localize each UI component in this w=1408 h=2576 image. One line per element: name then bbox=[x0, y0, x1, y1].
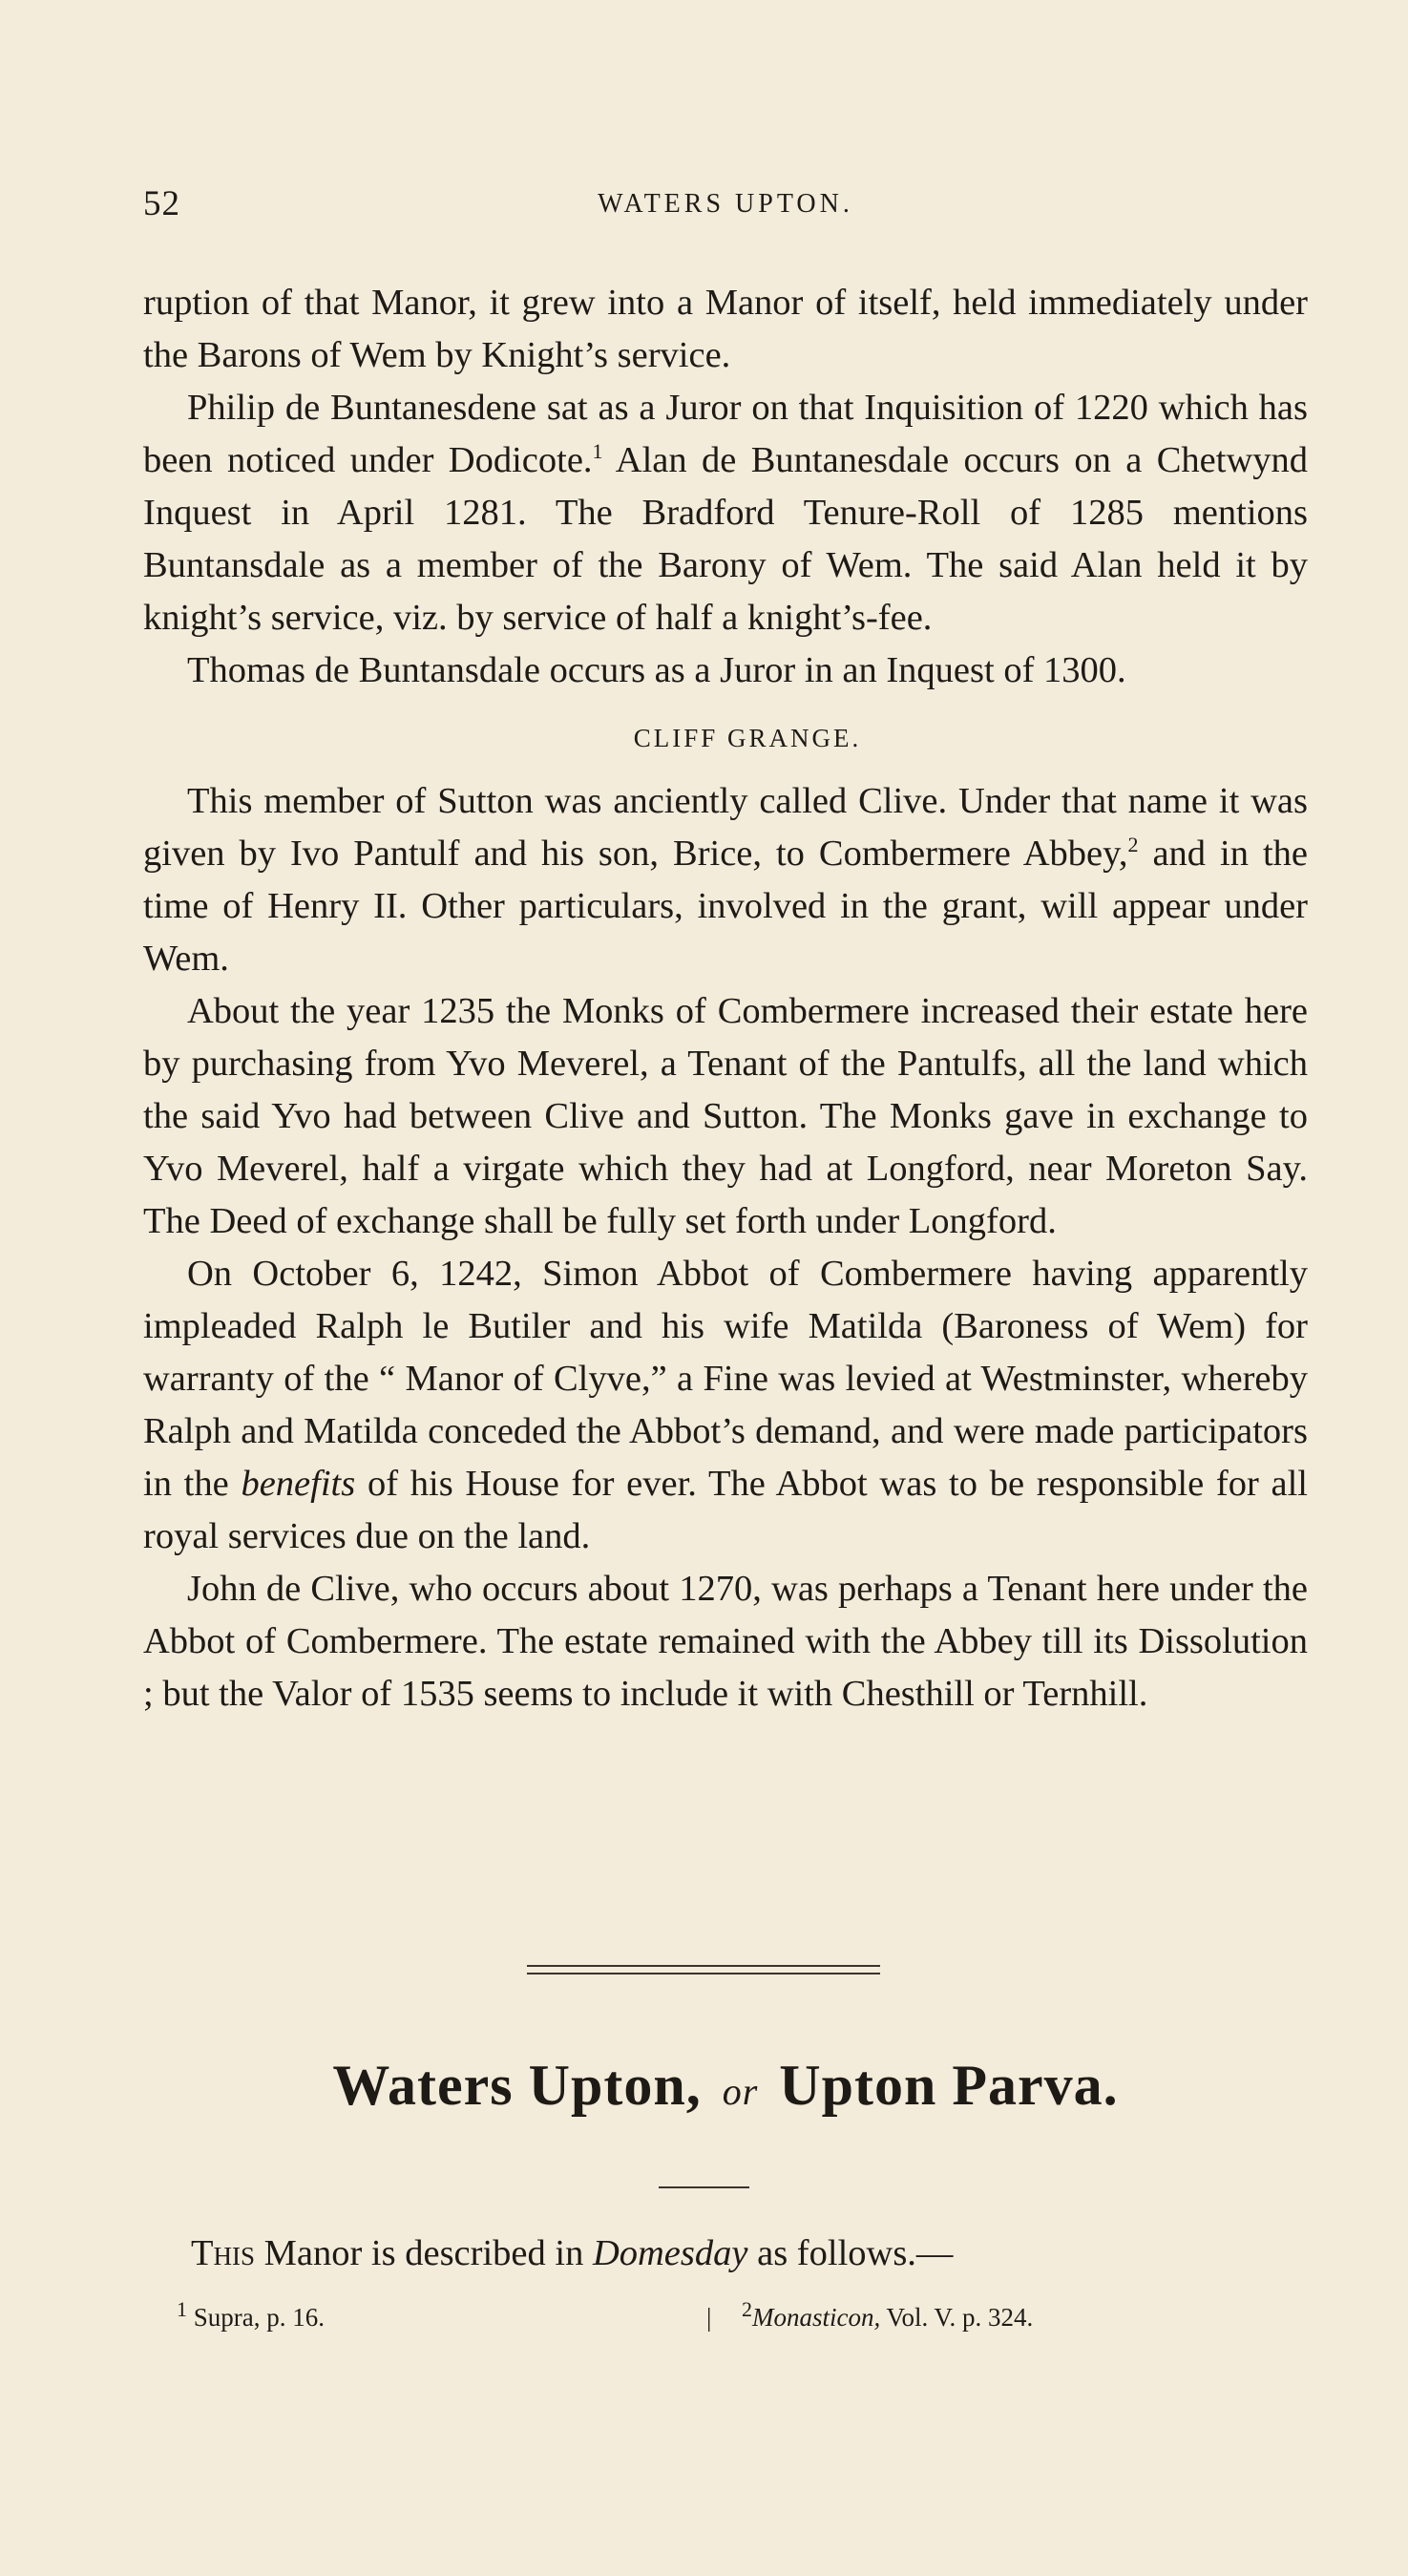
paragraph-john-de-clive: John de Clive, who occurs about 1270, was perhaps a Tenant here under the Abbot of Combermere. The estate remained with the Abbey till its Dissolution ; but the Valor of 1535 seems to include it with Chesthill or Ternhill. bbox=[143, 1569, 1308, 1714]
double-rule-divider bbox=[527, 1965, 880, 1974]
footnote-2 bbox=[742, 2297, 1034, 2333]
footnote-mark-2: 2 bbox=[742, 2297, 752, 2321]
footnote-separator: | bbox=[706, 2303, 712, 2332]
footnote-mark-1: 1 bbox=[177, 2297, 187, 2321]
footnote-ref-1[interactable]: 1 bbox=[592, 439, 603, 464]
paragraph-text: Philip de Buntanesdene sat as a Juror on that Inquisition of 1220 which has been noticed under Dodicote. bbox=[143, 388, 1308, 480]
section-heading-cliff-grange: CLIFF GRANGE. bbox=[633, 724, 862, 752]
running-head bbox=[143, 183, 1308, 231]
title-part-1: Waters Upton, bbox=[332, 2054, 702, 2117]
page-number: 52 bbox=[143, 184, 180, 223]
running-title: WATERS UPTON. bbox=[598, 189, 853, 219]
paragraph-text: This member of Sutton was anciently called Clive. Under that name it was given by Ivo Pantulf and his son, Brice, to Combermere Abbey, bbox=[143, 781, 1308, 874]
title-part-2: Upton Parva. bbox=[779, 2054, 1119, 2117]
section-title-waters-upton bbox=[143, 2053, 1308, 2119]
paragraph-clive bbox=[143, 775, 1308, 985]
footnote-1-text: Supra, p. 16. bbox=[187, 2303, 325, 2332]
emphasis-benefits: benefits bbox=[241, 1464, 356, 1504]
emphasis-domesday: Domesday bbox=[592, 2233, 748, 2273]
footnote-2-text: Vol. V. p. 324. bbox=[880, 2303, 1034, 2332]
intro-end: as follows.— bbox=[747, 2233, 954, 2273]
paragraph-fine bbox=[143, 1248, 1308, 1563]
domesday-intro bbox=[191, 2229, 953, 2277]
intro-small-caps: This bbox=[191, 2233, 256, 2273]
paragraph-text: and in the time of Henry II. Other particulars, involved in the grant, will appear under Wem. bbox=[143, 834, 1308, 979]
footnote-2-italic: Monasticon, bbox=[752, 2303, 881, 2332]
paragraph-text: of his House for ever. The Abbot was to be responsible for all royal services due on the land. bbox=[143, 1464, 1309, 1556]
footnote-1 bbox=[177, 2297, 325, 2333]
paragraph-thomas: Thomas de Buntansdale occurs as a Juror in an Inquest of 1300. bbox=[187, 650, 1126, 690]
paragraph-meverel: About the year 1235 the Monks of Combermere increased their estate here by purchasing from Yvo Meverel, a Tenant of the Pantulfs, all the land which the said Yvo had between Clive and Sutton. The Monks gave in exchange to Yvo Meverel, half a virgate which they had at Longford, near Moreton Say. The Deed of exchange shall be fully set forth under Longford. bbox=[143, 991, 1308, 1241]
paragraph-buntanesdene bbox=[143, 382, 1308, 644]
title-connector: or bbox=[722, 2070, 759, 2113]
paragraph-text: On October 6, 1242, Simon Abbot of Combermere having apparently impleaded Ralph le Butiler and his wife Matilda (Baroness of Wem) for warranty of the “ Manor of Clyve,” a Fine was levied at Westminster, whereby Ralph and Matilda conceded the Abbot’s demand, and were made participators in the bbox=[143, 1254, 1308, 1504]
paragraph-continuation: ruption of that Manor, it grew into a Manor of itself, held immediately under the Barons of Wem by Knight’s service. bbox=[143, 283, 1308, 375]
footnote-ref-2[interactable]: 2 bbox=[1127, 833, 1139, 857]
intro-text: Manor is described in bbox=[255, 2233, 593, 2273]
body-text bbox=[143, 277, 1308, 1721]
paragraph-text: Alan de Buntanesdale occurs on a Chetwynd Inquest in April 1281. The Bradford Tenure-Roll of 1285 mentions Buntansdale as a member of the Barony of Wem. The said Alan held it by knight’s service, viz. by service of half a knight’s-fee. bbox=[143, 440, 1308, 638]
short-rule-divider bbox=[659, 2186, 749, 2188]
